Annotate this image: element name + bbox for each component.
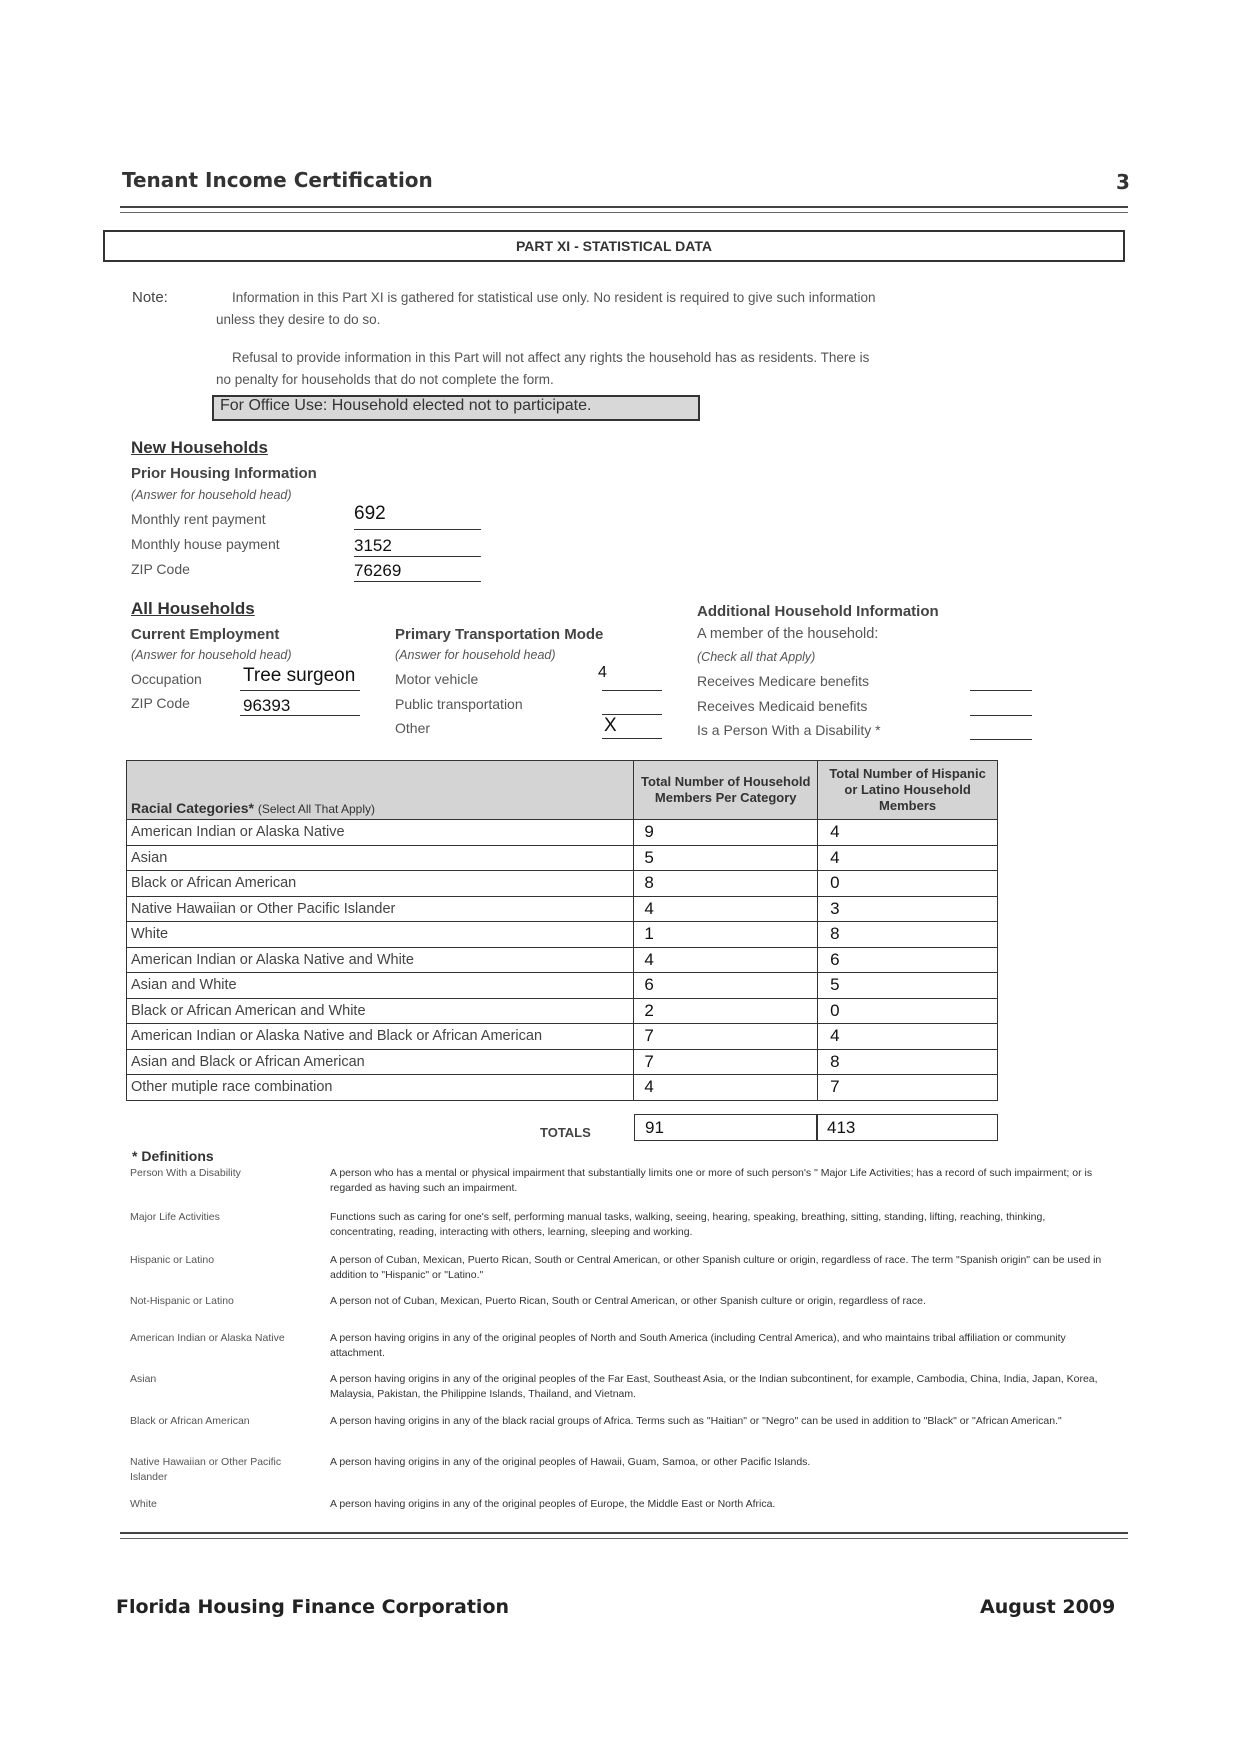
race-hispanic-count[interactable]: 3 xyxy=(818,896,998,922)
rent-value[interactable]: 692 xyxy=(354,503,386,524)
race-hispanic-count[interactable]: 8 xyxy=(818,922,998,948)
occupation-underline xyxy=(240,690,360,691)
note-line-3: Refusal to provide information in this Part will not affect any rights the household has as residents. There is xyxy=(232,350,870,365)
race-row xyxy=(127,1049,998,1075)
race-total-count[interactable]: 7 xyxy=(634,1024,818,1050)
race-total-count[interactable]: 4 xyxy=(634,896,818,922)
part-title: PART XI - STATISTICAL DATA xyxy=(103,230,1125,262)
employment-title: Current Employment xyxy=(131,626,280,643)
definition-text: A person who has a mental or physical impairment that substantially limits one or more of such person's " Major Life Activities; has a record of such impairment; or is regarded as having such an impairment. xyxy=(330,1167,1093,1194)
definition-text: Functions such as caring for one's self, performing manual tasks, walking, seeing, hearing, speaking, breathing, sitting, standing, lifting, reaching, thinking, concentrating, reading, interacting with others, learning, sleeping and working. xyxy=(330,1211,1046,1238)
race-category: Black or African American and White xyxy=(127,998,634,1024)
definitions-title: * Definitions xyxy=(132,1148,214,1164)
race-category: Native Hawaiian or Other Pacific Islander xyxy=(127,896,634,922)
office-use-checkbox[interactable] xyxy=(698,395,757,421)
race-category: American Indian or Alaska Native and White xyxy=(127,947,634,973)
race-category: American Indian or Alaska Native and Black or African American xyxy=(127,1024,634,1050)
race-total-count[interactable]: 9 xyxy=(634,820,818,846)
race-hispanic-count[interactable]: 5 xyxy=(818,973,998,999)
note-line-2: unless they desire to do so. xyxy=(216,312,381,327)
note-line-4: no penalty for households that do not complete the form. xyxy=(216,372,554,387)
new-households-title: New Households xyxy=(131,438,268,457)
header-category-note: (Select All That Apply) xyxy=(257,802,376,816)
additional-info-title: Additional Household Information xyxy=(697,603,939,620)
race-category: White xyxy=(127,922,634,948)
race-row xyxy=(127,973,998,999)
race-row xyxy=(127,922,998,948)
header-total-members: Total Number of Household Members Per Category xyxy=(634,761,818,820)
current-zip-value[interactable]: 96393 xyxy=(243,696,291,715)
race-total-count[interactable]: 7 xyxy=(634,1049,818,1075)
medicaid-label: Receives Medicaid benefits xyxy=(697,698,868,714)
public-transport-label: Public transportation xyxy=(395,696,523,712)
race-category: Asian xyxy=(127,845,634,871)
race-row xyxy=(127,820,998,846)
footer-divider xyxy=(120,1532,1128,1534)
note-label: Note: xyxy=(132,289,168,306)
header-category-cell xyxy=(127,761,634,820)
race-hispanic-count[interactable]: 4 xyxy=(818,1024,998,1050)
race-row xyxy=(127,998,998,1024)
race-total-count[interactable]: 5 xyxy=(634,845,818,871)
definition-term: Hispanic or Latino xyxy=(130,1254,215,1266)
rent-underline xyxy=(354,529,481,530)
race-category: Asian and Black or African American xyxy=(127,1049,634,1075)
race-table-body xyxy=(127,820,998,1101)
totals-label: TOTALS xyxy=(540,1125,591,1140)
race-hispanic-count[interactable]: 0 xyxy=(818,998,998,1024)
race-row xyxy=(127,896,998,922)
definition-text: A person of Cuban, Mexican, Puerto Rican, South or Central American, or other Spanish culture or origin, regardless of race. The term "Spanish origin" can be used in addition to "Hispanic" or "Latino." xyxy=(330,1254,1102,1281)
disability-underline xyxy=(970,739,1032,740)
prior-housing-note: (Answer for household head) xyxy=(131,488,292,502)
race-row xyxy=(127,947,998,973)
definition-text: A person not of Cuban, Mexican, Puerto Rican, South or Central American, or other Spanish culture or origin, regardless of race. xyxy=(330,1295,926,1307)
house-payment-underline xyxy=(354,556,481,557)
definition-term: Native Hawaiian or Other Pacific Islander xyxy=(130,1456,282,1483)
race-category: Black or African American xyxy=(127,871,634,897)
definition-text: A person having origins in any of the original peoples of the Far East, Southeast Asia, or the Indian subcontinent, for example, Cambodia, China, India, Japan, Korea, Malaysia, Pakistan, the Philippine Islands, Thailand, and Vietnam. xyxy=(330,1373,1098,1400)
header-hispanic-members: Total Number of Hispanic or Latino Household Members xyxy=(818,761,998,820)
definition-term: White xyxy=(130,1498,157,1510)
prior-housing-title: Prior Housing Information xyxy=(131,465,317,482)
race-total-count[interactable]: 4 xyxy=(634,1075,818,1101)
header-divider-thin xyxy=(120,212,1128,213)
definition-text: A person having origins in any of the original peoples of North and South America (including Central America), and who maintains tribal affiliation or community attachment. xyxy=(330,1332,1066,1359)
race-total-count[interactable]: 2 xyxy=(634,998,818,1024)
definition-term: Asian xyxy=(130,1373,157,1385)
office-use-label: For Office Use: Household elected not to participate. xyxy=(220,397,592,414)
other-transport-value[interactable]: X xyxy=(604,715,617,736)
employment-note: (Answer for household head) xyxy=(131,648,292,662)
race-table xyxy=(126,760,998,1101)
definition-term: Major Life Activities xyxy=(130,1211,220,1223)
footer-divider-thin xyxy=(120,1538,1128,1539)
race-category: Other mutiple race combination xyxy=(127,1075,634,1101)
current-zip-label: ZIP Code xyxy=(131,695,190,711)
definition-term: Black or African American xyxy=(130,1415,250,1427)
race-row xyxy=(127,845,998,871)
motor-vehicle-value[interactable]: 4 xyxy=(598,664,607,681)
race-hispanic-count[interactable]: 0 xyxy=(818,871,998,897)
occupation-value[interactable]: Tree surgeon xyxy=(243,665,356,686)
totals-total[interactable]: 91 xyxy=(634,1114,818,1141)
motor-vehicle-label: Motor vehicle xyxy=(395,671,479,687)
new-zip-value[interactable]: 76269 xyxy=(354,561,402,580)
house-payment-label: Monthly house payment xyxy=(131,536,280,552)
race-hispanic-count[interactable]: 7 xyxy=(818,1075,998,1101)
race-total-count[interactable]: 1 xyxy=(634,922,818,948)
race-total-count[interactable]: 8 xyxy=(634,871,818,897)
race-total-count[interactable]: 6 xyxy=(634,973,818,999)
occupation-label: Occupation xyxy=(131,671,202,687)
disability-label: Is a Person With a Disability * xyxy=(697,722,881,738)
transport-title: Primary Transportation Mode xyxy=(395,626,604,643)
race-row xyxy=(127,1075,998,1101)
current-zip-underline xyxy=(240,715,360,716)
race-hispanic-count[interactable]: 6 xyxy=(818,947,998,973)
medicare-underline xyxy=(970,690,1032,691)
new-zip-underline xyxy=(354,581,481,582)
race-row xyxy=(127,871,998,897)
race-hispanic-count[interactable]: 8 xyxy=(818,1049,998,1075)
new-zip-label: ZIP Code xyxy=(131,561,190,577)
transport-note: (Answer for household head) xyxy=(395,648,556,662)
page-number: 3 xyxy=(1116,170,1130,194)
header-category: Racial Categories* xyxy=(131,800,254,816)
race-hispanic-count[interactable]: 4 xyxy=(818,820,998,846)
totals-hispanic[interactable]: 413 xyxy=(816,1114,998,1141)
definition-term: American Indian or Alaska Native xyxy=(130,1332,285,1344)
medicaid-underline xyxy=(970,715,1032,716)
house-payment-value[interactable]: 3152 xyxy=(354,536,392,555)
race-category: Asian and White xyxy=(127,973,634,999)
definition-text: A person having origins in any of the original peoples of Europe, the Middle East or North Africa. xyxy=(330,1498,776,1510)
other-transport-underline xyxy=(602,738,662,739)
race-category: American Indian or Alaska Native xyxy=(127,820,634,846)
definition-text: A person having origins in any of the original peoples of Hawaii, Guam, Samoa, or other Pacific Islands. xyxy=(330,1456,811,1468)
all-households-title: All Households xyxy=(131,599,255,618)
footer-date: August 2009 xyxy=(980,1596,1116,1618)
race-row xyxy=(127,1024,998,1050)
header-divider xyxy=(120,206,1128,208)
race-total-count[interactable]: 4 xyxy=(634,947,818,973)
definition-term: Not-Hispanic or Latino xyxy=(130,1295,234,1307)
definition-term: Person With a Disability xyxy=(130,1167,241,1179)
race-table-header xyxy=(127,761,998,820)
additional-info-note: (Check all that Apply) xyxy=(697,650,816,664)
definition-text: A person having origins in any of the black racial groups of Africa. Terms such as "Haitian" or "Negro" can be used in addition to "Black" or "African American." xyxy=(330,1415,1062,1427)
additional-info-line: A member of the household: xyxy=(697,626,879,642)
page-title: Tenant Income Certification xyxy=(122,168,433,192)
motor-vehicle-underline xyxy=(602,690,662,691)
footer-organization: Florida Housing Finance Corporation xyxy=(116,1596,510,1618)
other-transport-label: Other xyxy=(395,720,431,736)
rent-label: Monthly rent payment xyxy=(131,511,266,527)
medicare-label: Receives Medicare benefits xyxy=(697,673,869,689)
note-line-1: Information in this Part XI is gathered for statistical use only. No resident is required to give such information xyxy=(232,290,876,305)
race-hispanic-count[interactable]: 4 xyxy=(818,845,998,871)
